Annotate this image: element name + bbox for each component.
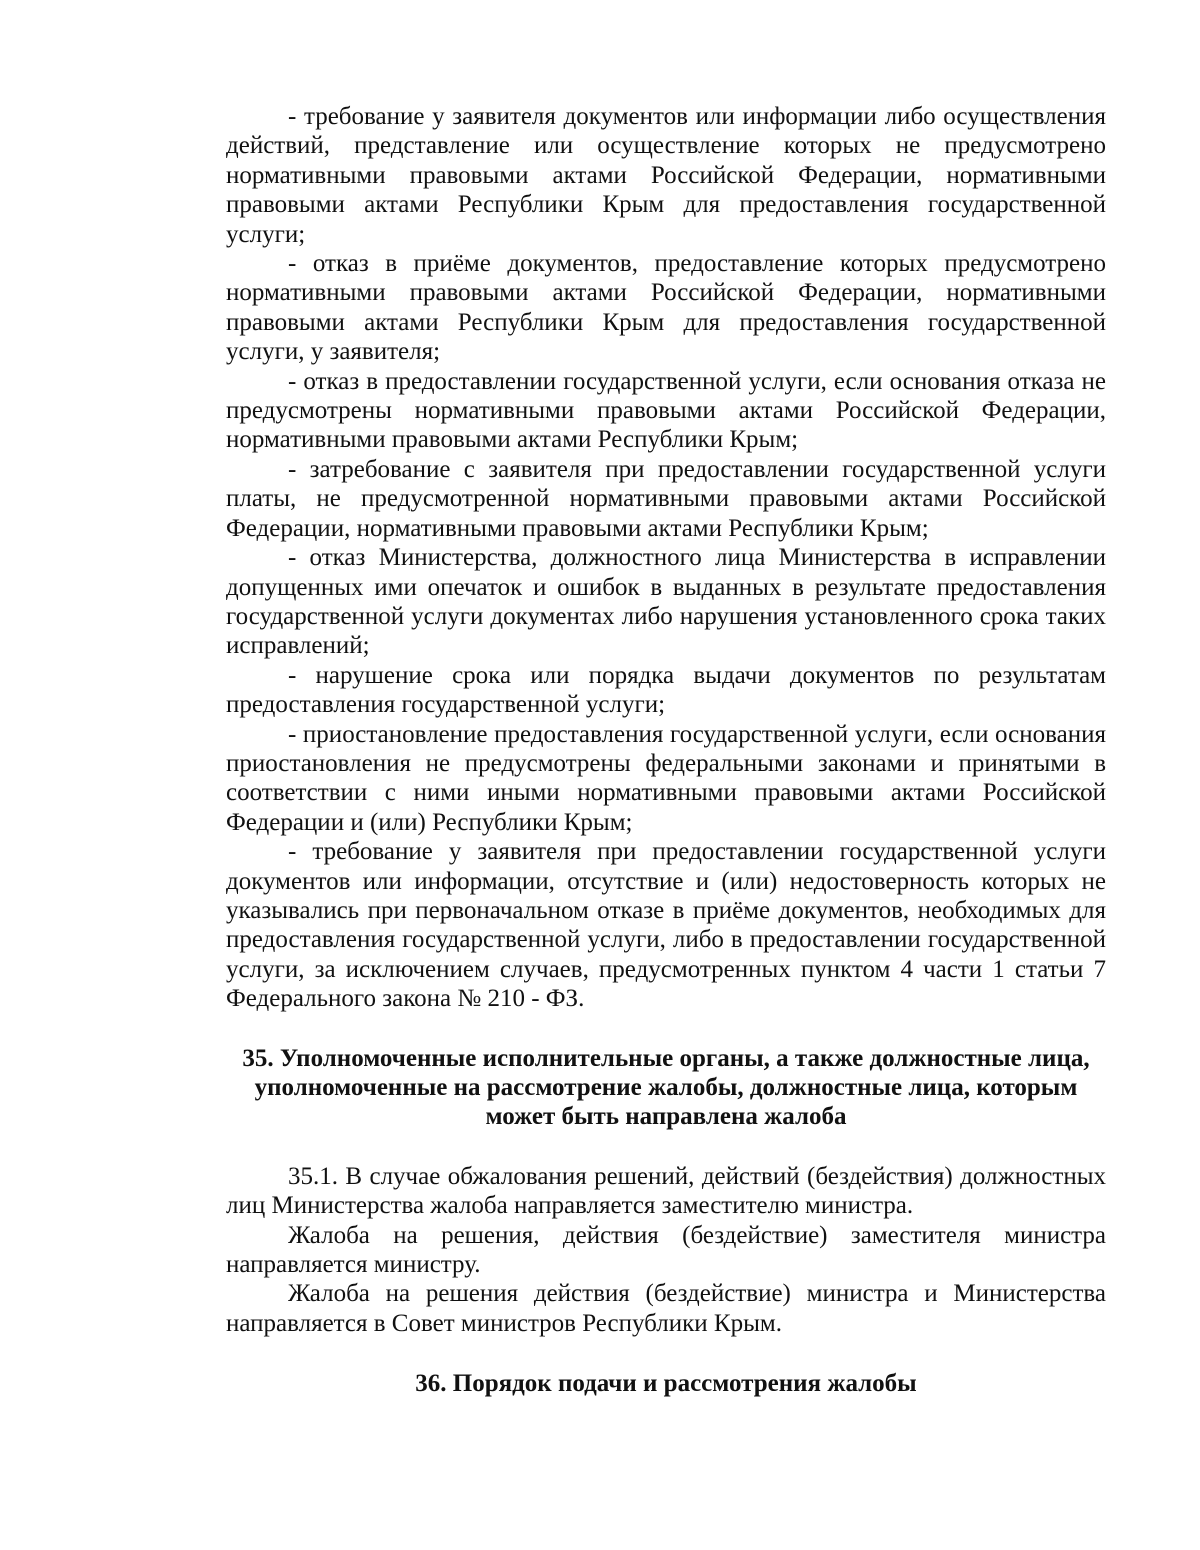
list-item: - затребование с заявителя при предоставлении государственной услуги платы, не предусмотренной нормативными правовыми актами Российской Федерации, нормативными правовыми актами Республики Крым; (226, 455, 1106, 542)
list-item: - отказ в приёме документов, предоставление которых предусмотрено нормативными правовыми актами Российской Федерации, нормативными правовыми актами Республики Крым для предоставления государственной услуги, у заявителя; (226, 250, 1106, 366)
list-item: - требование у заявителя документов или информации либо осуществления действий, представление или осуществление которых не предусмотрено нормативными правовыми актами Российской Федерации, нормативными правовыми актами Республики Крым для предоставления государственной услуги; (226, 103, 1106, 248)
document-page (226, 102, 1106, 1399)
section-36-heading: 36. Порядок подачи и рассмотрения жалобы (415, 1370, 917, 1398)
list-item: - отказ в предоставлении государственной услуги, если основания отказа не предусмотрены нормативными правовыми актами Российской Федерации, нормативными правовыми актами Республики Крым; (226, 367, 1106, 454)
section-35-paragraph: Жалоба на решения, действия (бездействие) заместителя министра направляется министру. (226, 1221, 1106, 1279)
section-35-paragraph: 35.1. В случае обжалования решений, действий (бездействия) должностных лиц Министерства жалоба направляется заместителю министра. (226, 1162, 1106, 1220)
list-item: - приостановление предоставления государственной услуги, если основания приостановления не предусмотрены федеральными законами и принятыми в соответствии с ними иными нормативными правовыми актами Российской Федерации и (или) Республики Крым; (226, 720, 1106, 836)
list-item: - отказ Министерства, должностного лица Министерства в исправлении допущенных ими опечаток и ошибок в выданных в результате предоставления государственной услуги документах либо нарушения установленного срока таких исправлений; (226, 544, 1106, 660)
section-35-paragraph: Жалоба на решения действия (бездействие) министра и Министерства направляется в Совет министров Республики Крым. (226, 1280, 1106, 1337)
section-35-heading: 35. Уполномоченные исполнительные органы, а также должностные лица, уполномоченные на рассмотрение жалобы, должностные лица, которым может быть направлена жалоба (242, 1044, 1090, 1131)
list-item: - требование у заявителя при предоставлении государственной услуги документов или информации, отсутствие и (или) недостоверность которых не указывались при первоначальном отказе в приёме документов, необходимых для предоставления государственной услуги, либо в предоставлении государственной услуги, за исключением случаев, предусмотренных пунктом 4 части 1 статьи 7 Федерального закона № 210 - ФЗ. (226, 838, 1106, 1013)
list-item: - нарушение срока или порядка выдачи документов по результатам предоставления государственной услуги; (226, 661, 1106, 719)
